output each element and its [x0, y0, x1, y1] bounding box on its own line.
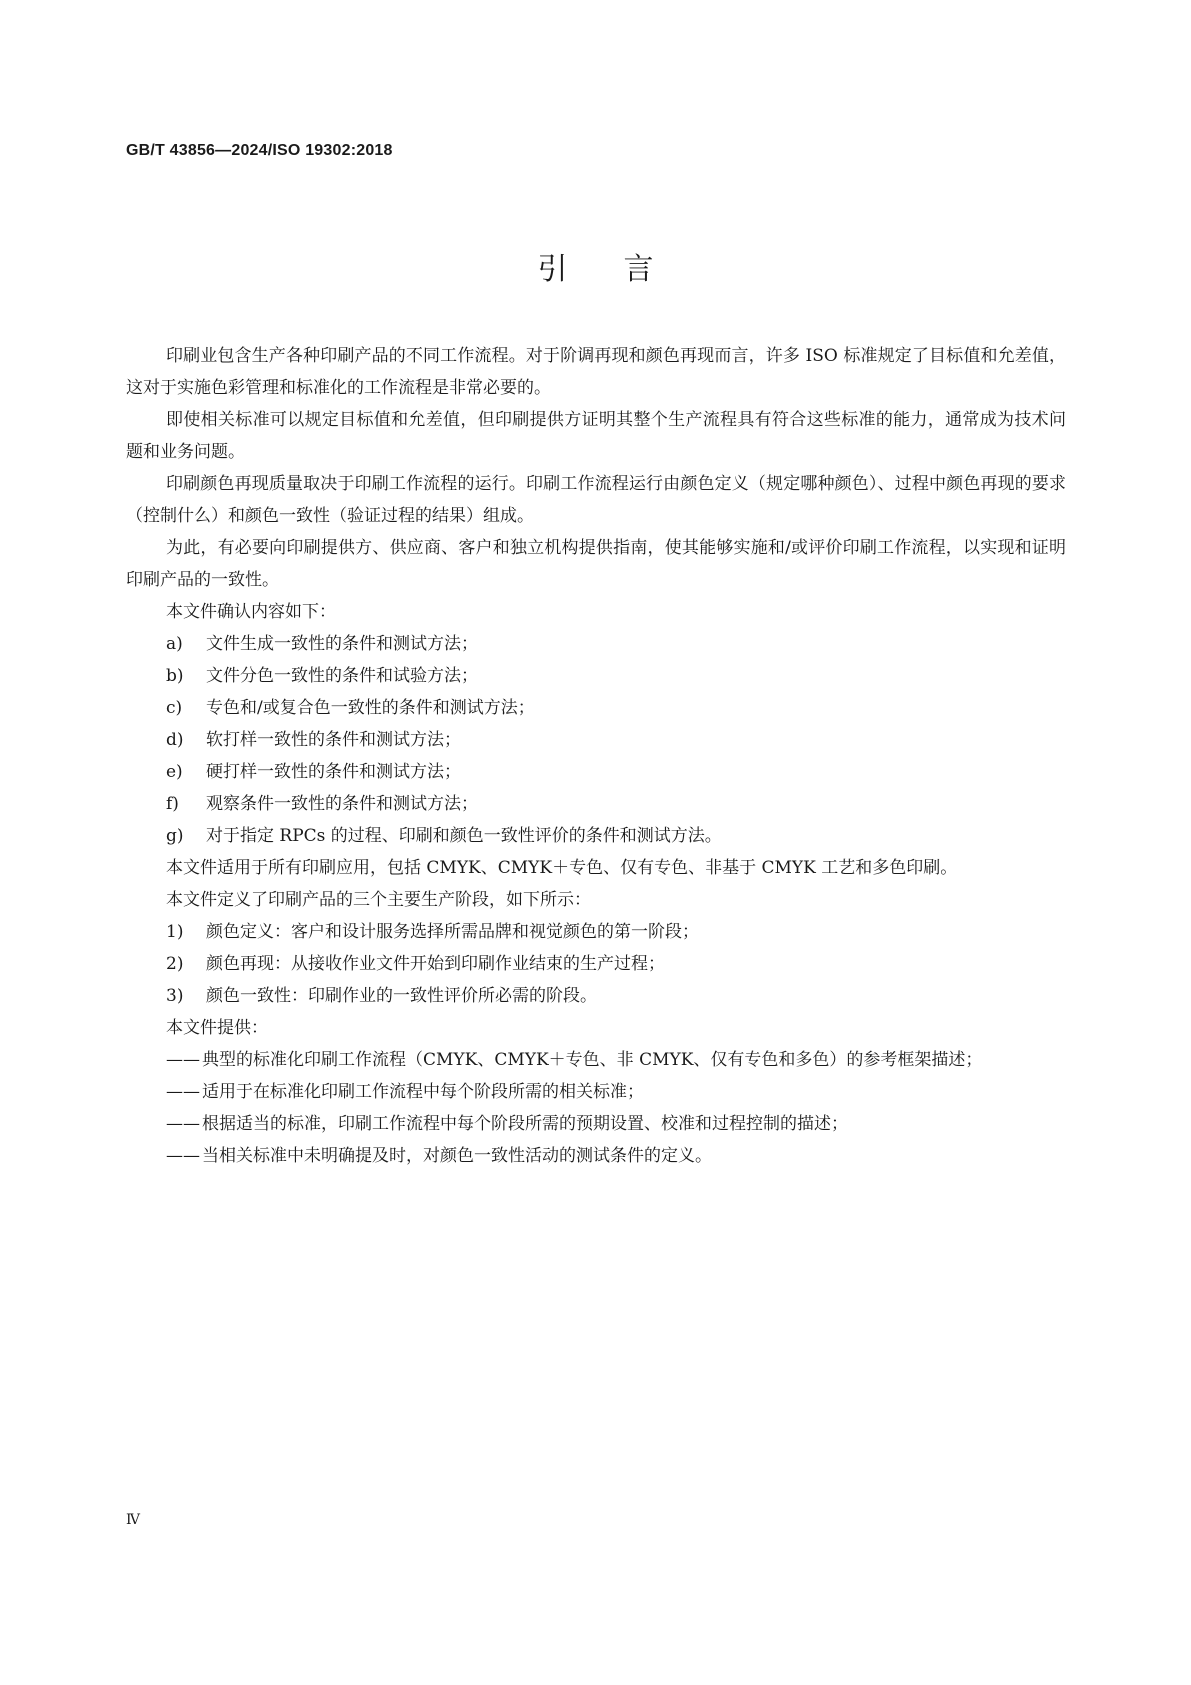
list-item-text: 专色和/或复合色一致性的条件和测试方法；	[206, 698, 535, 718]
list-item-label: b)	[166, 666, 184, 686]
stage-item-text: 颜色再现：从接收作业文件开始到印刷作业结束的生产过程；	[206, 954, 665, 974]
paragraph: 为此，有必要向印刷提供方、供应商、客户和独立机构提供指南，使其能够实施和/或评价印刷工作流程，以实现和证明印刷产品的一致性。	[126, 538, 1066, 590]
dash-list-item	[126, 1140, 1066, 1172]
list-item	[126, 628, 1066, 660]
paragraph: 本文件适用于所有印刷应用，包括 CMYK、CMYK＋专色、仅有专色、非基于 CMYK 工艺和多色印刷。	[166, 858, 958, 878]
list-item	[126, 660, 1066, 692]
stage-item-label: 3)	[166, 986, 184, 1006]
stage-item-text: 颜色一致性：印刷作业的一致性评价所必需的阶段。	[206, 986, 597, 1006]
list-item-label: e)	[166, 762, 183, 782]
standard-number-header: GB/T 43856—2024/ISO 19302:2018	[126, 142, 393, 159]
dash-list-item-text: 适用于在标准化印刷工作流程中每个阶段所需的相关标准；	[202, 1082, 644, 1102]
dash-marker: ——	[166, 1082, 200, 1102]
page-number: Ⅳ	[126, 1512, 140, 1528]
dash-list-item	[126, 1076, 1066, 1108]
stage-item-label: 1)	[166, 922, 184, 942]
list-item-text: 硬打样一致性的条件和测试方法；	[206, 762, 461, 782]
list-item-text: 对于指定 RPCs 的过程、印刷和颜色一致性评价的条件和测试方法。	[206, 826, 722, 846]
dash-list-item-text: 当相关标准中未明确提及时，对颜色一致性活动的测试条件的定义。	[202, 1146, 712, 1166]
list-item-label: a)	[166, 634, 183, 654]
dash-marker: ——	[166, 1114, 200, 1134]
list-item-text: 文件分色一致性的条件和试验方法；	[206, 666, 478, 686]
stage-item	[126, 980, 1066, 1012]
paragraph: 本文件确认内容如下：	[166, 602, 336, 622]
stage-item-text: 颜色定义：客户和设计服务选择所需品牌和视觉颜色的第一阶段；	[206, 922, 699, 942]
list-item	[126, 724, 1066, 756]
list-item-label: d)	[166, 730, 184, 750]
list-item-text: 文件生成一致性的条件和测试方法；	[206, 634, 478, 654]
paragraph: 即使相关标准可以规定目标值和允差值，但印刷提供方证明其整个生产流程具有符合这些标准的能力，通常成为技术问题和业务问题。	[126, 410, 1066, 462]
dash-list-item	[126, 1044, 1066, 1076]
stage-item-label: 2)	[166, 954, 184, 974]
paragraph: 本文件提供：	[166, 1018, 268, 1038]
stage-item	[126, 948, 1066, 980]
dash-marker: ——	[166, 1050, 200, 1070]
list-item	[126, 692, 1066, 724]
list-item-label: g)	[166, 826, 184, 846]
list-item-text: 观察条件一致性的条件和测试方法；	[206, 794, 478, 814]
list-item-text: 软打样一致性的条件和测试方法；	[206, 730, 461, 750]
dash-list-item-text: 典型的标准化印刷工作流程（CMYK、CMYK＋专色、非 CMYK、仅有专色和多色）的参考框架描述；	[202, 1050, 983, 1070]
page-title: 引言	[537, 252, 710, 287]
list-item-label: f)	[166, 794, 179, 814]
document-body	[126, 340, 1066, 1172]
paragraph: 本文件定义了印刷产品的三个主要生产阶段，如下所示：	[166, 890, 591, 910]
paragraph: 印刷颜色再现质量取决于印刷工作流程的运行。印刷工作流程运行由颜色定义（规定哪种颜色）、过程中颜色再现的要求（控制什么）和颜色一致性（验证过程的结果）组成。	[126, 474, 1066, 526]
dash-list-item-text: 根据适当的标准，印刷工作流程中每个阶段所需的预期设置、校准和过程控制的描述；	[202, 1114, 848, 1134]
list-item	[126, 820, 1066, 852]
paragraph: 印刷业包含生产各种印刷产品的不同工作流程。对于阶调再现和颜色再现而言，许多 ISO 标准规定了目标值和允差值，这对于实施色彩管理和标准化的工作流程是非常必要的。	[126, 346, 1066, 398]
dash-list-item	[126, 1108, 1066, 1140]
list-item	[126, 788, 1066, 820]
list-item-label: c)	[166, 698, 183, 718]
stage-item	[126, 916, 1066, 948]
list-item	[126, 756, 1066, 788]
dash-marker: ——	[166, 1146, 200, 1166]
